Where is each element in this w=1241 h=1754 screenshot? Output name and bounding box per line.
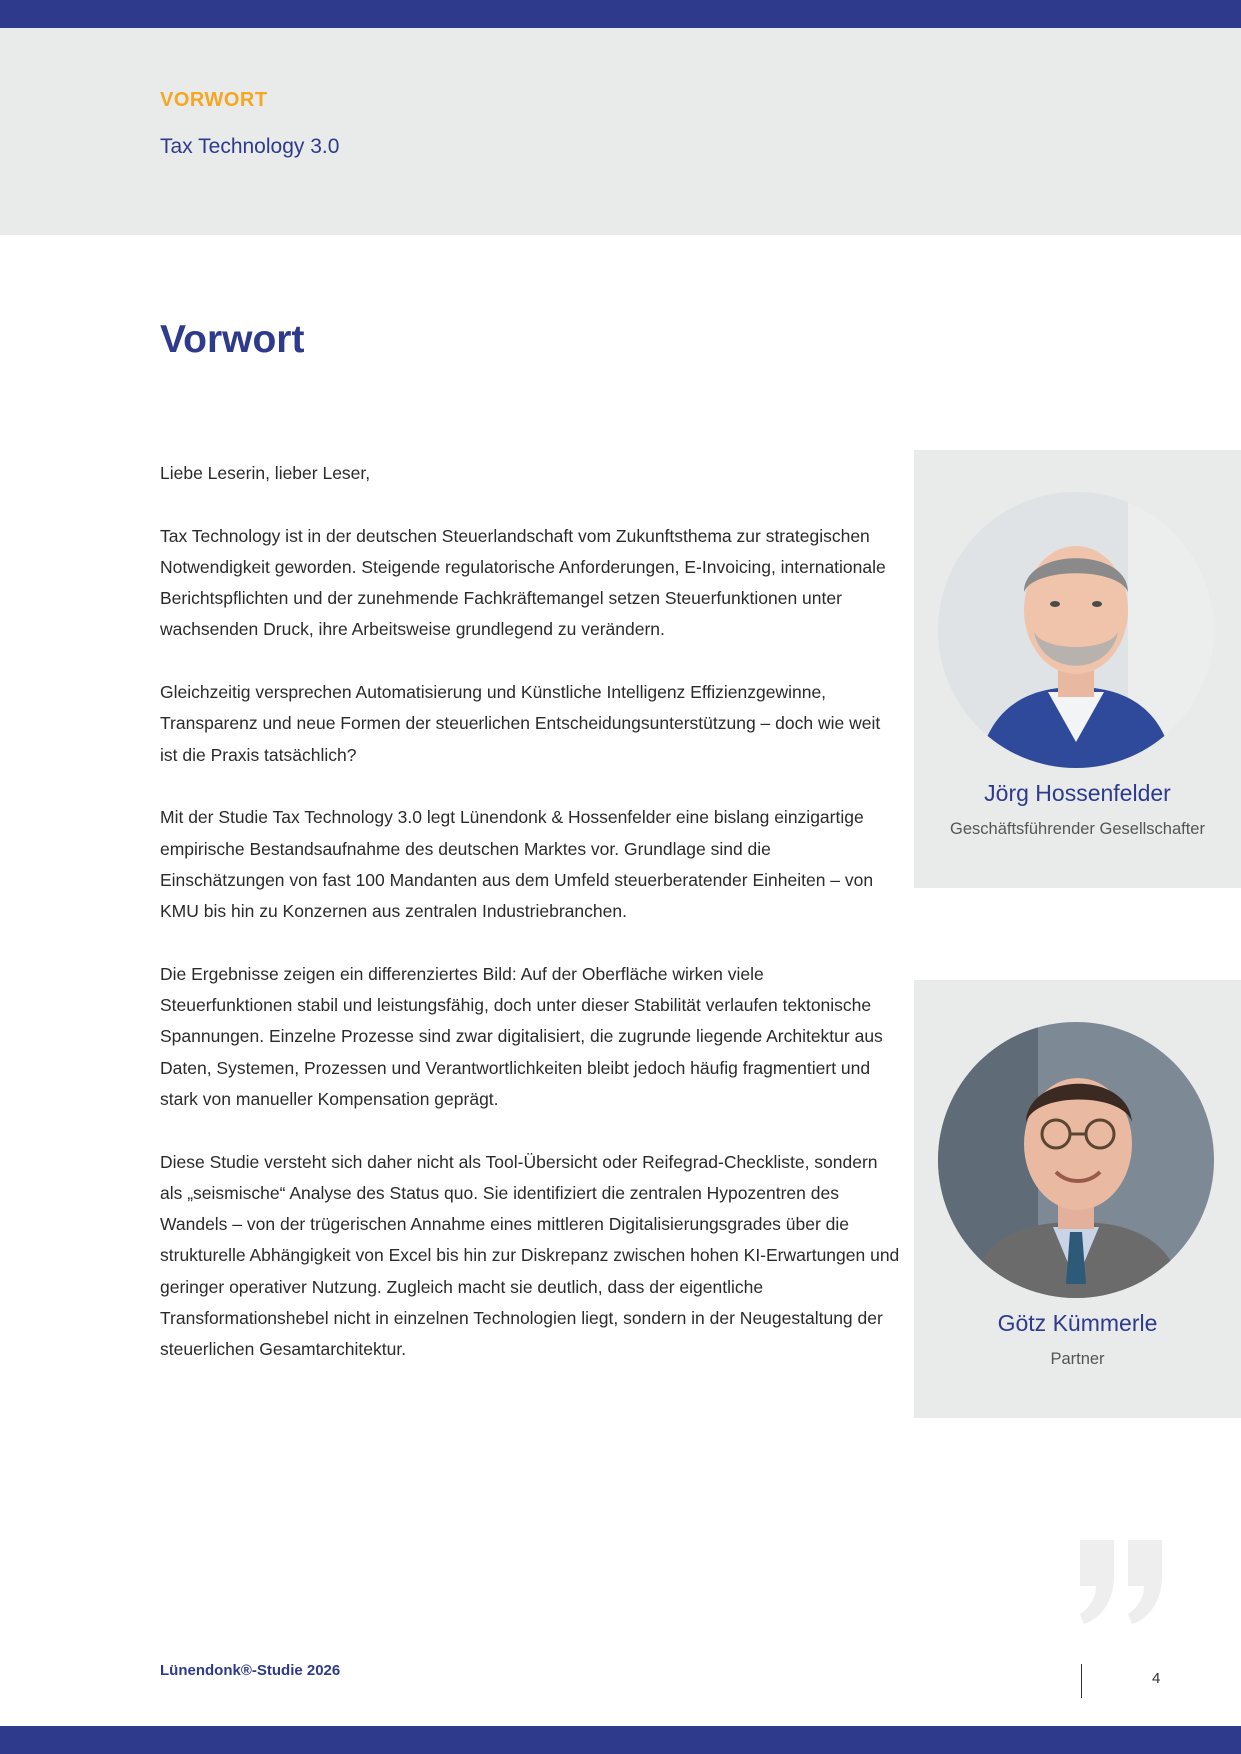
top-accent-bar xyxy=(0,0,1241,28)
foreword-letter xyxy=(160,458,900,1397)
portrait-illustration xyxy=(938,1022,1214,1298)
paragraph: Diese Studie versteht sich daher nicht als Tool-Übersicht oder Reifegrad-Checkliste, sondern als „seismische“ Analyse des Status quo. Sie identifiziert die zentralen Hypozentren des Wandels – von der trügerischen Annahme eines mittleren Digitalisierungsgrades über die strukturelle Abhängigkeit von Excel bis hin zur Diskrepanz zwischen hohen KI-Erwartungen und geringer operativer Nutzung. Zugleich macht sie deutlich, dass der eigentliche Transformationshebel nicht in einzelnen Technologien liegt, sondern in der Neugestaltung der steuerlichen Gesamtarchitektur. xyxy=(160,1151,900,1360)
paragraph: Tax Technology ist in der deutschen Steuerlandschaft vom Zukunftsthema zur strategischen Notwendigkeit geworden. Steigende regulatorische Anforderungen, E-Invoicing, internationale Berichtspflichten und der zunehmende Fachkräftemangel setzen Steuerfunktionen unter wachsenden Druck, ihre Arbeitsweise grundlegend zu verändern. xyxy=(160,525,886,640)
author-name: Götz Kümmerle xyxy=(997,1310,1158,1336)
quote-mark-icon xyxy=(1076,1540,1166,1624)
portrait-illustration xyxy=(938,492,1214,768)
portrait-photo xyxy=(938,1022,1214,1298)
author-role: Geschäftsführender Gesellschafter xyxy=(950,820,1205,838)
paragraph: Die Ergebnisse zeigen ein differenziertes Bild: Auf der Oberfläche wirken viele Steuerfunktionen stabil und leistungsfähig, doch unter dieser Stabilität verlaufen tektonische Spannungen. Einzelne Prozesse sind zwar digitalisiert, die zugrunde liegende Architektur aus Daten, Systemen, Prozessen und Verantwortlichkeiten bleibt jedoch häufig fragmentiert und stark von manueller Kompensation geprägt. xyxy=(160,963,883,1109)
page-heading: Vorwort xyxy=(160,318,305,361)
bottom-accent-bar xyxy=(0,1726,1241,1754)
author-name: Jörg Hossenfelder xyxy=(984,780,1171,806)
portrait-photo xyxy=(938,492,1214,768)
author-role: Partner xyxy=(1050,1350,1105,1368)
section-label: VORWORT xyxy=(160,89,268,111)
footer-publication: Lünendonk®-Studie 2026 xyxy=(160,1662,341,1679)
author-card-kuemmerle xyxy=(914,980,1241,1418)
study-title: Tax Technology 3.0 xyxy=(160,135,340,158)
paragraph: Gleichzeitig versprechen Automatisierung und Künstliche Intelligenz Effizienzgewinne, Transparenz und neue Formen der steuerlichen Entscheidungsunterstützung – doch wie weit ist die Praxis tatsächlich? xyxy=(160,682,881,765)
page-number: 4 xyxy=(1152,1670,1161,1687)
greeting-paragraph: Liebe Leserin, lieber Leser, xyxy=(160,463,371,483)
author-card-hossenfelder xyxy=(914,450,1241,888)
footer-divider xyxy=(1081,1664,1082,1698)
paragraph: Mit der Studie Tax Technology 3.0 legt Lünendonk & Hossenfelder eine bislang einzigartige empirische Bestandsaufnahme des deutschen Marktes vor. Grundlage sind die Einschätzungen von fast 100 Mandanten aus dem Umfeld steuerberatender Einheiten – von KMU bis hin zu Konzernen aus zentralen Industriebranchen. xyxy=(160,807,874,922)
header-band xyxy=(0,28,1241,235)
